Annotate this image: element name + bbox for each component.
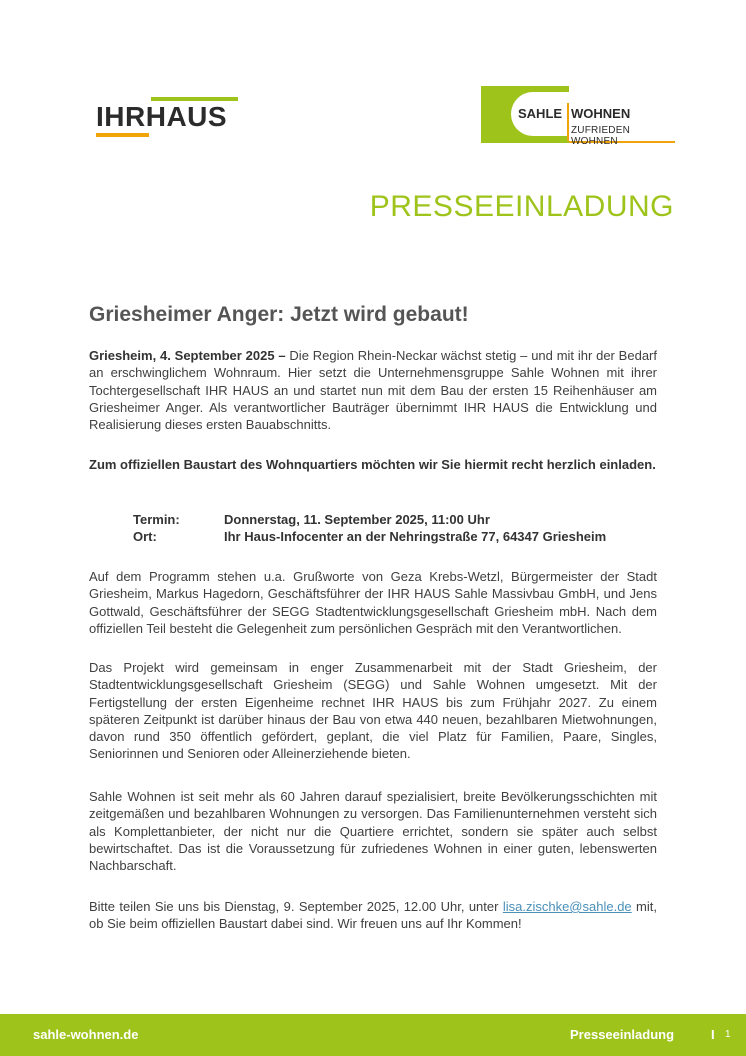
invitation-paragraph: Zum offiziellen Baustart des Wohnquartiers möchten wir Sie hiermit recht herzlich einladen. [89, 457, 656, 472]
company-paragraph: Sahle Wohnen ist seit mehr als 60 Jahren darauf spezialisiert, breite Bevölkerungsschichten mit zeitgemäßen und bezahlbaren Wohnungen zu versorgen. Das Familienunternehmen versteht sich als Komplettanbieter, der nicht nur die Quartiere errichtet, sondern sie später auch selbst bewirtschaftet. Das ist die Voraussetzung für zufriedenes Wohnen in einer guten, lebenswerten Nachbarschaft. [89, 789, 657, 874]
sahle-logo-word: SAHLE [518, 106, 563, 121]
intro-text: Die Region Rhein-Neckar wächst stetig – und mit ihr der Bedarf an erschwinglichem Wohnraum. Hier setzt die Unternehmensgruppe Sahle Wohnen mit ihrer Tochtergesellschaft IHR HAUS an und startet nun mit dem Bau der ersten 15 Reihenhäuser am Griesheimer Anger. Als verantwortlicher Bauträger übernimmt IHR HAUS die Entwicklung und Realisierung dieses ersten Bauabschnitts. [89, 348, 657, 433]
footer-website[interactable]: sahle-wohnen.de [33, 1027, 139, 1042]
rsvp-text-after: mit, ob Sie beim offiziellen Baustart dabei sind. Wir freuen uns auf Ihr Kommen! [89, 899, 657, 932]
event-date-value: Donnerstag, 11. September 2025, 11:00 Uhr [224, 512, 490, 527]
event-date-label: Termin: [133, 512, 180, 527]
footer-separator: I [711, 1027, 715, 1042]
intro-paragraph [89, 347, 657, 433]
logo-orange-line [567, 103, 569, 141]
sahle-wohnen-logo [481, 86, 675, 147]
event-place-row [133, 529, 606, 544]
event-date-row [133, 512, 490, 527]
footer-bar [0, 1014, 746, 1056]
project-paragraph: Das Projekt wird gemeinsam in enger Zusammenarbeit mit der Stadt Griesheim, der Stadtentwicklungsgesellschaft Griesheim (SEGG) und Sahle Wohnen umgesetzt. Mit der Fertigstellung der ersten Eigenheime rechnet IHR HAUS bis zum Frühjahr 2027. Zu einem späteren Zeitpunkt ist darüber hinaus der Bau von etwa 440 neuen, bezahlbaren Mietwohnungen, davon rund 350 öffentlich gefördert, geplant, die viel Platz für Familien, Paare, Singles, Seniorinnen und Senioren oder Alleinerziehende bieten. [89, 660, 657, 762]
logo-tagline: ZUFRIEDEN WOHNEN [571, 125, 631, 147]
ihr-haus-logo [96, 97, 238, 139]
rsvp-text-before: Bitte teilen Sie uns bis Dienstag, 9. September 2025, 12.00 Uhr, unter [89, 899, 503, 914]
headline: Griesheimer Anger: Jetzt wird gebaut! [89, 303, 469, 326]
event-place-value: Ihr Haus-Infocenter an der Nehringstraße 77, 64347 Griesheim [224, 529, 607, 544]
document-type-title: PRESSEEINLADUNG [369, 190, 674, 223]
dateline: Griesheim, 4. September 2025 – [89, 348, 286, 363]
footer-document-label: Presseeinladung [570, 1027, 675, 1042]
program-paragraph: Auf dem Programm stehen u.a. Grußworte von Geza Krebs-Wetzl, Bürgermeister der Stadt Griesheim, Markus Hagedorn, Geschäftsführer der IHR HAUS Sahle Massivbau GmbH, und Jens Gottwald, Geschäftsführer der SEGG Stadtentwicklungsgesellschaft Griesheim mbH. Nach dem offiziellen Teil besteht die Gelegenheit zum persönlichen Gespräch mit den Verantwortlichen. [89, 569, 657, 636]
wohnen-logo-word: WOHNEN [571, 106, 631, 121]
rsvp-email-link[interactable]: lisa.zischke@sahle.de [502, 899, 632, 914]
page-number: 1 [725, 1029, 731, 1040]
ihr-haus-logo-text: IHRHAUS [96, 101, 228, 132]
event-place-label: Ort: [133, 529, 157, 544]
logo-accent-bar [96, 133, 149, 137]
rsvp-paragraph [89, 898, 657, 933]
